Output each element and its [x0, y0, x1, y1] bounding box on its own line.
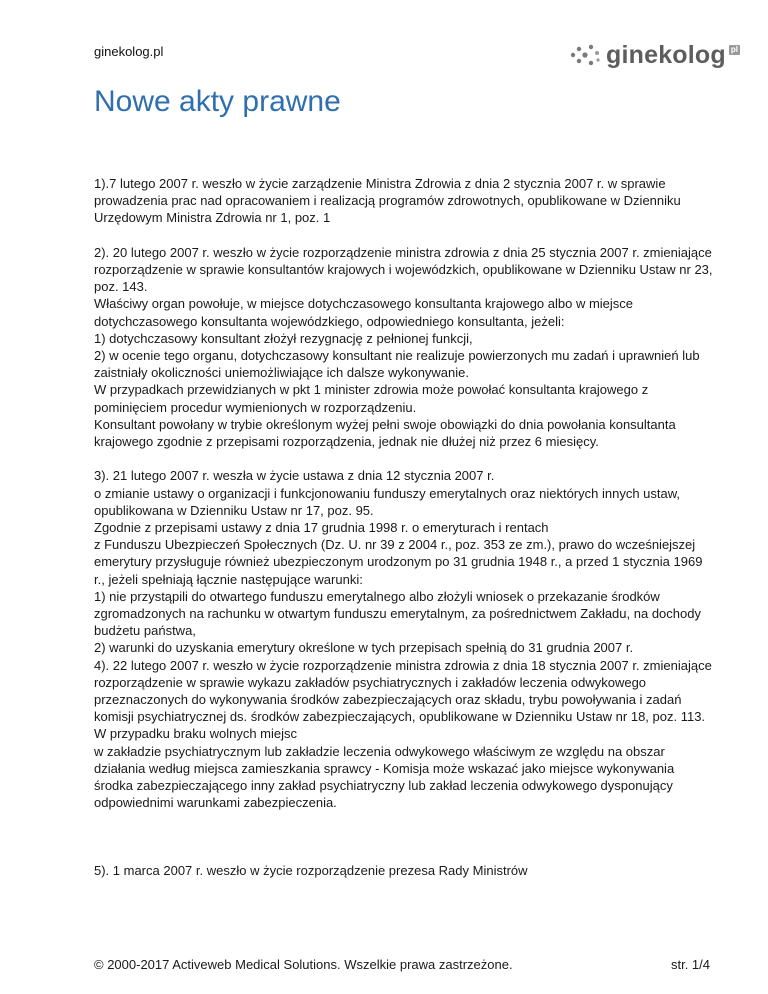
paragraph-3-line: Zgodnie z przepisami ustawy z dnia 17 grudnia 1998 r. o emeryturach i rentach	[94, 520, 549, 536]
paragraph-3-line: o zmianie ustawy o organizacji i funkcjonowaniu funduszy emerytalnych oraz niektórych innych ustaw, opublikowana w Dzienniku Ustaw nr 17, poz. 95.	[94, 485, 681, 518]
logo-badge: pl	[730, 45, 738, 54]
paragraph-3-line: W przypadku braku wolnych miejsc	[94, 726, 298, 742]
page-title: Nowe akty prawne	[94, 85, 341, 118]
paragraph-3-line: 2) warunki do uzyskania emerytury określone w tych przepisach spełnią do 31 grudnia 2007 r.	[94, 640, 634, 656]
paragraph-3-line: z Funduszu Ubezpieczeń Społecznych (Dz. U. nr 39 z 2004 r., poz. 353 ze zm.), prawo do wcześniejszej emerytury przysługuje również ubezpieczonym urodzonym po 31 grudnia 1948 r., a przed 1 stycznia 1969 r., jeżeli spełniają łącznie następujące warunki:	[94, 537, 703, 587]
site-name: ginekolog.pl	[94, 44, 164, 59]
paragraph-3-line: w zakładzie psychiatrycznym lub zakładzie leczenia odwykowego właściwym ze względu na obszar działania według miejsca zamieszkania sprawcy - Komisja może wskazać jako miejsce wykonywania środka zabezpieczającego inny zakład psychiatryczny lub zakład leczenia odwykowego dysponujący odpowiednimi warunkami zabezpieczenia.	[94, 743, 675, 811]
paragraph-3-line: 3). 21 lutego 2007 r. weszła w życie ustawa z dnia 12 stycznia 2007 r.	[94, 468, 495, 484]
paragraph-2	[94, 244, 714, 450]
paragraph-5: 5). 1 marca 2007 r. weszło w życie rozporządzenie prezesa Rady Ministrów	[94, 863, 528, 879]
paragraph-1: 1).7 lutego 2007 r. weszło w życie zarządzenie Ministra Zdrowia z dnia 2 stycznia 2007 r. w sprawie prowadzenia prac nad opracowaniem i realizacją programów zdrowotnych, opublikowane w Dzienniku Urzędowym Ministra Zdrowia nr 1, poz. 1	[94, 176, 681, 226]
paragraph-3	[94, 467, 714, 811]
article-body	[94, 175, 714, 897]
paragraph-2-line: Właściwy organ powołuje, w miejsce dotychczasowego konsultanta krajowego albo w miejsce dotychczasowego konsultanta wojewódzkiego, odpowiedniego konsultanta, jeżeli:	[94, 296, 634, 329]
paragraph-2-line: Konsultant powołany w trybie określonym wyżej pełni swoje obowiązki do dnia powołania konsultanta krajowego zgodnie z przepisami rozporządzenia, jednak nie dłużej niż przez 6 miesięcy.	[94, 416, 676, 450]
ginekolog-logo[interactable]	[570, 40, 740, 70]
logo-text: ginekolog	[606, 41, 726, 69]
footer-copyright: © 2000-2017 Activeweb Medical Solutions. Wszelkie prawa zastrzeżone.	[94, 957, 513, 972]
dots-logo-icon	[570, 42, 602, 68]
paragraph-3-line: 4). 22 lutego 2007 r. weszło w życie rozporządzenie ministra zdrowia z dnia 18 stycznia 2007 r. zmieniające rozporządzenie w sprawie wykazu zakładów psychiatrycznych i zakładów leczenia odwykowego przeznaczonych do wykonywania środków zabezpieczających oraz składu, trybu powoływania i zadań komisji psychiatrycznej ds. środków zabezpieczających, opublikowane w Dzienniku Ustaw nr 18, poz. 113.	[94, 657, 712, 725]
paragraph-2-line: W przypadkach przewidzianych w pkt 1 minister zdrowia może powołać konsultanta krajowego z pominięciem procedur wymienionych w rozporządzeniu.	[94, 382, 649, 415]
paragraph-3-line: 1) nie przystąpili do otwartego funduszu emerytalnego albo złożyli wniosek o przekazanie środków zgromadzonych na rachunku w otwartym funduszu emerytalnym, za pośrednictwem Zakładu, na dochody budżetu państwa,	[94, 588, 701, 639]
paragraph-2-line: 2) w ocenie tego organu, dotychczasowy konsultant nie realizuje powierzonych mu zadań i uprawnień lub zaistniały okoliczności uniemożliwiające ich dalsze wykonywanie.	[94, 348, 700, 381]
paragraph-2-line: 2). 20 lutego 2007 r. weszło w życie rozporządzenie ministra zdrowia z dnia 25 stycznia 2007 r. zmieniające rozporządzenie w sprawie konsultantów krajowych i wojewódzkich, opublikowane w Dzienniku Ustaw nr 23, poz. 143.	[94, 244, 713, 295]
paragraph-2-line: 1) dotychczasowy konsultant złożył rezygnację z pełnionej funkcji,	[94, 330, 473, 346]
page-number: str. 1/4	[670, 957, 710, 972]
